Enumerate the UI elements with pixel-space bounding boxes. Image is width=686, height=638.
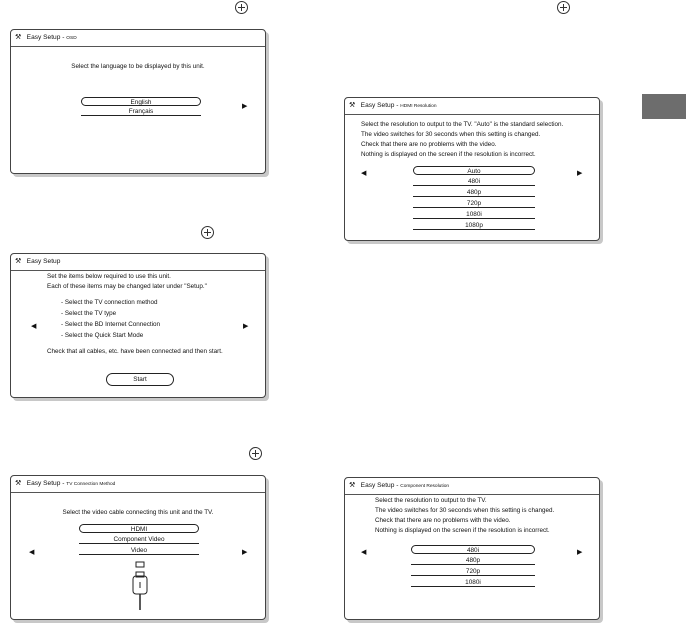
circle-plus-icon [557, 1, 570, 14]
option-720p[interactable]: 720p [411, 567, 535, 576]
circle-plus-icon [235, 1, 248, 14]
option-720p[interactable]: 720p [413, 199, 535, 208]
option-480p[interactable]: 480p [413, 188, 535, 197]
option-francais[interactable]: Français [81, 107, 201, 116]
panel-title: Easy Setup [26, 258, 61, 265]
easy-setup-panel [10, 253, 266, 398]
language-prompt: Select the language to be displayed by this unit. [71, 63, 205, 70]
section-tab-marker [642, 94, 686, 119]
panel-title: Easy Setup - [360, 102, 401, 109]
panel-title: Easy Setup - [360, 482, 401, 489]
panel-subtitle: HDMI Resolution [400, 104, 437, 109]
osd-language-panel [10, 29, 266, 174]
setup-item: - Select the Quick Start Mode [61, 332, 144, 339]
panel-header [345, 478, 599, 495]
component-resolution-panel [344, 477, 600, 620]
option-auto[interactable]: Auto [413, 166, 535, 175]
panel-header [11, 254, 265, 271]
info-line: The video switches for 30 seconds when this setting is changed. [361, 131, 541, 138]
option-1080p[interactable]: 1080p [413, 221, 535, 230]
hdmi-resolution-panel [344, 97, 600, 241]
setup-item: - Select the TV type [61, 310, 117, 317]
option-hdmi[interactable]: HDMI [79, 524, 199, 533]
panel-subtitle: Component Resolution [400, 484, 450, 489]
setup-item: - Select the BD Internet Connection [61, 321, 161, 328]
hdmi-cable-icon [130, 560, 150, 612]
right-arrow-icon[interactable]: ▶ [577, 170, 583, 177]
setup-tool-icon: ⚒ [15, 258, 22, 265]
info-line: The video switches for 30 seconds when this setting is changed. [375, 507, 555, 514]
setup-tool-icon: ⚒ [15, 34, 22, 41]
option-video[interactable]: Video [79, 546, 199, 555]
right-arrow-icon[interactable]: ▶ [242, 549, 248, 556]
start-button[interactable]: Start [106, 373, 174, 386]
right-arrow-icon[interactable]: ▶ [577, 549, 583, 556]
info-line: Nothing is displayed on the screen if the resolution is incorrect. [361, 151, 536, 158]
info-line: Nothing is displayed on the screen if the resolution is incorrect. [375, 527, 550, 534]
info-line: Select the resolution to output to the TV. [375, 497, 487, 504]
tv-connection-panel [10, 475, 266, 620]
option-1080i[interactable]: 1080i [413, 210, 535, 219]
right-arrow-icon[interactable]: ▶ [243, 323, 249, 330]
left-arrow-icon[interactable]: ◀ [31, 323, 37, 330]
connection-prompt: Select the video cable connecting this unit and the TV. [62, 509, 214, 516]
option-component-video[interactable]: Component Video [79, 535, 199, 544]
intro-line-2: Each of these items may be changed later under "Setup." [47, 283, 207, 290]
panel-title: Easy Setup - [26, 480, 67, 487]
panel-header [11, 30, 265, 47]
setup-tool-icon: ⚒ [349, 102, 356, 109]
option-480i[interactable]: 480i [413, 177, 535, 186]
option-480i[interactable]: 480i [411, 545, 535, 554]
panel-header [11, 476, 265, 493]
setup-tool-icon: ⚒ [15, 480, 22, 487]
left-arrow-icon[interactable]: ◀ [29, 549, 35, 556]
info-line: Check that there are no problems with the video. [375, 517, 511, 524]
panel-header [345, 98, 599, 115]
right-arrow-icon[interactable]: ▶ [242, 103, 248, 110]
info-line: Select the resolution to output to the TV. "Auto" is the standard selection. [361, 121, 564, 128]
setup-item: - Select the TV connection method [61, 299, 158, 306]
left-arrow-icon[interactable]: ◀ [361, 549, 367, 556]
setup-tool-icon: ⚒ [349, 482, 356, 489]
option-1080i[interactable]: 1080i [411, 578, 535, 587]
circle-plus-icon [201, 226, 214, 239]
circle-plus-icon [249, 447, 262, 460]
panel-subtitle: OSD [66, 36, 77, 41]
info-line: Check that there are no problems with the video. [361, 141, 497, 148]
panel-title: Easy Setup - [26, 34, 67, 41]
option-english[interactable]: English [81, 97, 201, 106]
intro-line-1: Set the items below required to use this unit. [47, 273, 171, 280]
left-arrow-icon[interactable]: ◀ [361, 170, 367, 177]
option-480p[interactable]: 480p [411, 556, 535, 565]
panel-subtitle: TV Connection Method [66, 482, 116, 487]
footer-note: Check that all cables, etc. have been connected and then start. [47, 348, 223, 355]
